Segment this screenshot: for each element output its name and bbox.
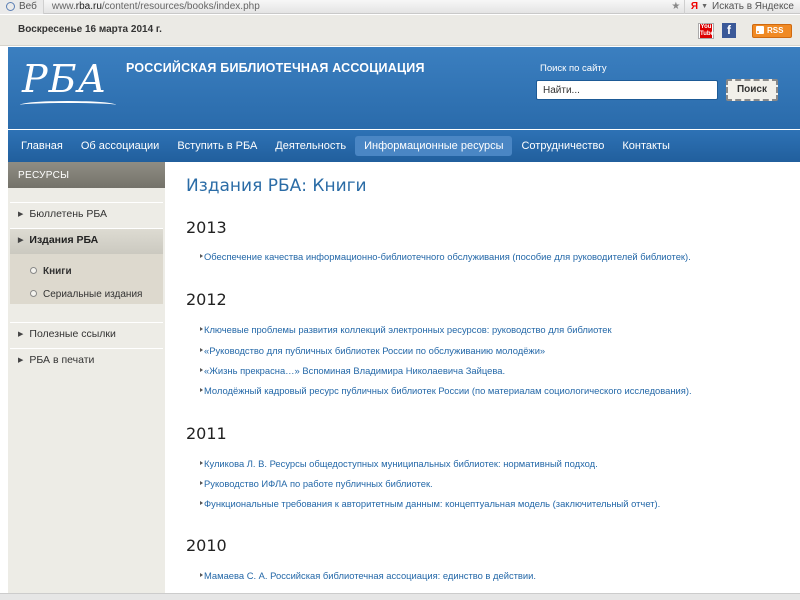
- sidebar-item-label: Полезные ссылки: [29, 328, 116, 340]
- organization-name: РОССИЙСКАЯ БИБЛИОТЕЧНАЯ АССОЦИАЦИЯ: [126, 61, 425, 75]
- yandex-search-box[interactable]: [684, 0, 800, 14]
- url-prefix: www.: [51, 1, 76, 12]
- nav-item-cooperation[interactable]: Сотрудничество: [521, 140, 605, 152]
- sidebar-item-bulletin[interactable]: [10, 202, 163, 224]
- nav-item-about[interactable]: Об ассоциации: [80, 140, 160, 152]
- book-link[interactable]: Мамаева С. А. Российская библиотечная ассоциация: единство в действии.: [204, 570, 536, 581]
- triangle-right-icon: ▶: [18, 211, 24, 218]
- yandex-search-placeholder: Искать в Яндексе: [712, 1, 794, 12]
- sidebar-subitem-label: Сериальные издания: [43, 289, 143, 300]
- rss-button[interactable]: [752, 24, 792, 38]
- current-date: Воскресенье 16 марта 2014 г.: [18, 24, 162, 35]
- page-title: Издания РБА: Книги: [186, 176, 367, 196]
- facebook-icon-text: f: [727, 23, 731, 37]
- browser-toolbar: [0, 0, 800, 14]
- nav-item-home[interactable]: Главная: [21, 140, 63, 152]
- rss-label: RSS: [767, 26, 784, 35]
- sidebar-submenu: [10, 254, 163, 304]
- bullet-icon: [200, 348, 203, 352]
- sidebar-item-label: РБА в печати: [29, 354, 95, 366]
- url-domain: rba.ru: [75, 1, 102, 12]
- sidebar-heading: РЕСУРСЫ: [8, 162, 165, 188]
- sidebar-item-label: Бюллетень РБА: [29, 208, 108, 220]
- bullet-icon: [200, 481, 203, 485]
- dropdown-arrow-icon[interactable]: ▼: [701, 3, 709, 10]
- sidebar-item-label: Издания РБА: [29, 234, 99, 246]
- browser-tab[interactable]: [0, 0, 44, 14]
- sidebar: [8, 162, 165, 600]
- search-label: Поиск по сайту: [540, 63, 607, 74]
- circle-bullet-icon: [30, 290, 37, 297]
- youtube-icon[interactable]: [698, 23, 714, 39]
- book-link[interactable]: Ключевые проблемы развития коллекций электронных ресурсов: руководство для библиотек: [204, 324, 612, 335]
- book-link[interactable]: Куликова Л. В. Ресурсы общедоступных муниципальных библиотек: нормативный подход.: [204, 458, 598, 469]
- book-link[interactable]: Молодёжный кадровый ресурс публичных библиотек России (по материалам социологического исследования).: [204, 385, 692, 396]
- logo-text: РБА: [22, 57, 108, 101]
- search-button[interactable]: Поиск: [726, 79, 778, 101]
- year-heading: 2010: [186, 536, 227, 555]
- open-book-icon: [20, 101, 116, 109]
- year-heading: 2011: [186, 424, 227, 443]
- top-info-bar: [0, 15, 800, 46]
- bullet-icon: [200, 388, 203, 392]
- sidebar-item-useful-links[interactable]: [10, 322, 163, 344]
- sidebar-item-publications[interactable]: [10, 228, 163, 254]
- url-path: /content/resources/books/index.php: [101, 1, 260, 12]
- rss-icon: [756, 26, 764, 34]
- search-input[interactable]: [536, 80, 718, 100]
- youtube-icon-text-top: You: [700, 24, 712, 30]
- yandex-logo-icon: Я: [690, 1, 699, 12]
- horizontal-scrollbar[interactable]: [0, 593, 800, 600]
- sidebar-item-rba-in-press[interactable]: [10, 348, 163, 370]
- nav-item-join[interactable]: Вступить в РБА: [177, 140, 258, 152]
- globe-icon: [6, 2, 15, 11]
- sidebar-subitem-label: Книги: [43, 266, 72, 277]
- book-link[interactable]: Обеспечение качества информационно-библиотечного обслуживания (пособие для руководителей библиотек).: [204, 251, 691, 262]
- nav-item-contacts[interactable]: Контакты: [622, 140, 670, 152]
- site-header: [8, 47, 800, 129]
- triangle-right-icon: ▶: [18, 237, 24, 244]
- year-heading: 2012: [186, 290, 227, 309]
- triangle-right-icon: ▶: [18, 357, 24, 364]
- year-heading: 2013: [186, 218, 227, 237]
- triangle-right-icon: ▶: [18, 331, 24, 338]
- book-link[interactable]: «Жизнь прекрасна…» Вспоминая Владимира Николаевича Зайцева.: [204, 365, 506, 376]
- address-bar[interactable]: [44, 1, 668, 12]
- main-content: [186, 162, 786, 600]
- rba-logo[interactable]: [18, 55, 118, 111]
- bullet-icon: [200, 573, 203, 577]
- main-navigation: [8, 130, 800, 162]
- nav-item-activity[interactable]: Деятельность: [275, 140, 347, 152]
- bullet-icon: [200, 501, 203, 505]
- circle-bullet-icon: [30, 267, 37, 274]
- bullet-icon: [200, 368, 203, 372]
- nav-item-info-resources[interactable]: Информационные ресурсы: [355, 136, 512, 156]
- facebook-icon[interactable]: [722, 23, 736, 38]
- book-link[interactable]: Функциональные требования к авторитетным данным: концептуальная модель (заключительный отчет).: [204, 498, 661, 509]
- sidebar-subitem-serials[interactable]: [30, 289, 142, 300]
- youtube-icon-text-bottom: Tube: [700, 31, 714, 37]
- bullet-icon: [200, 327, 203, 331]
- bookmark-star-icon[interactable]: ★: [671, 1, 681, 12]
- sidebar-subitem-books[interactable]: [30, 266, 72, 277]
- book-link[interactable]: Руководство ИФЛА по работе публичных библиотек.: [204, 478, 433, 489]
- bullet-icon: [200, 254, 203, 258]
- browser-tab-label: Веб: [19, 1, 37, 12]
- bullet-icon: [200, 461, 203, 465]
- book-link[interactable]: «Руководство для публичных библиотек России по обслуживанию молодёжи»: [204, 345, 546, 356]
